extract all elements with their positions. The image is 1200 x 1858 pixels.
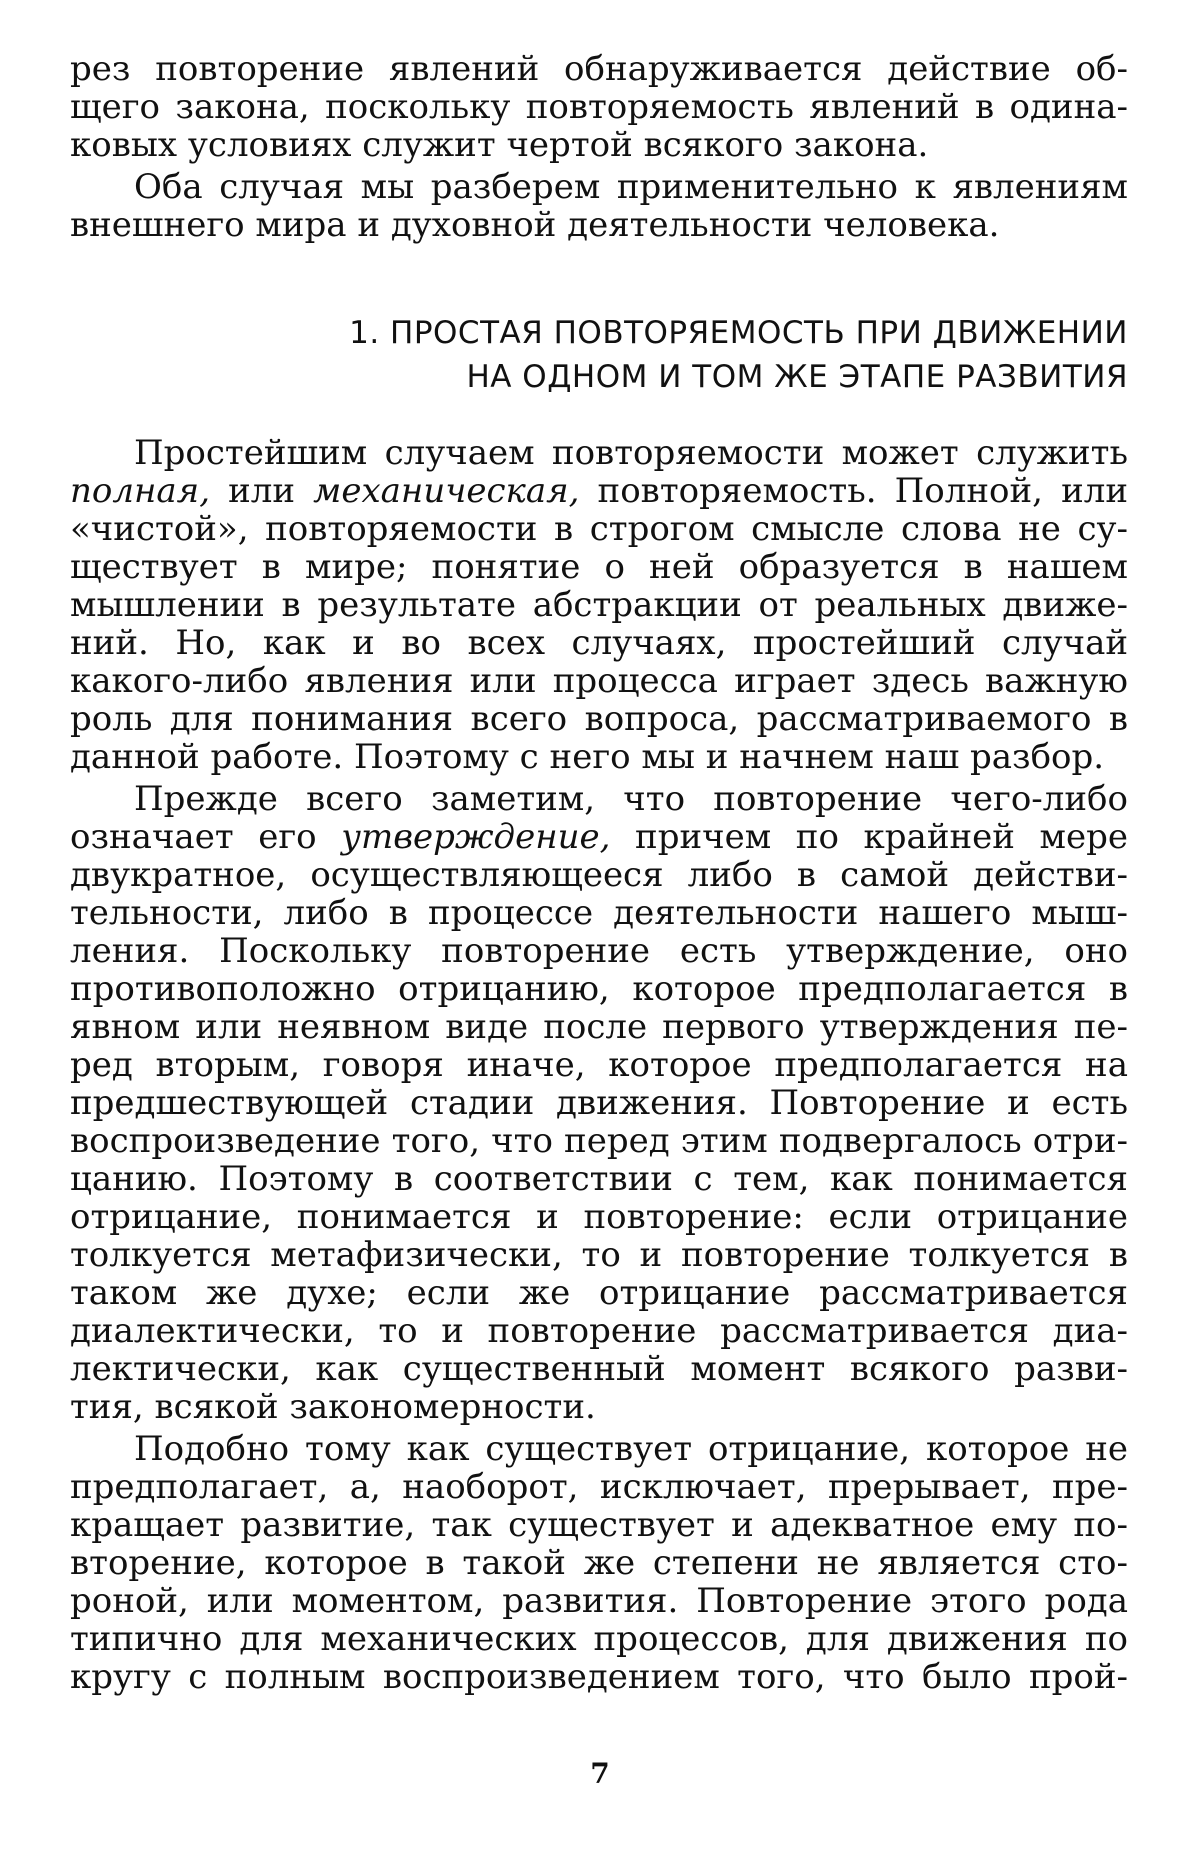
- text-line: ковых условиях служит чертой всякого закона.: [70, 125, 929, 165]
- page-number: 7: [590, 1757, 610, 1790]
- text-line: роль для понимания всего вопроса, рассматриваемого в: [70, 699, 1128, 739]
- text-line: кругу с полным воспроизведением того, что было прой-: [70, 1657, 1128, 1697]
- intro-paragraph-1: [70, 50, 1128, 164]
- document-page: [70, 50, 1128, 1700]
- body-paragraph-1: [70, 434, 1128, 776]
- text-line: какого-либо явления или процесса играет здесь важную: [70, 661, 1128, 701]
- section-heading-line-2: НА ОДНОМ И ТОМ ЖЕ ЭТАПЕ РАЗВИТИЯ: [466, 359, 1128, 395]
- section-heading-line-1: 1. ПРОСТАЯ ПОВТОРЯЕМОСТЬ ПРИ ДВИЖЕНИИ: [349, 315, 1128, 351]
- text-line: [70, 472, 1128, 510]
- text-fragment: повторяемость. Полной, или: [579, 471, 1128, 511]
- text-line: толкуется метафизически, то и повторение толкуется в: [70, 1235, 1128, 1275]
- italic-term: механическая,: [313, 471, 580, 511]
- text-line: ний. Но, как и во всех случаях, простейший случай: [70, 623, 1128, 663]
- text-line: диалектически, то и повторение рассматривается диа-: [70, 1311, 1128, 1351]
- italic-term: утверждение,: [341, 817, 611, 857]
- body-paragraph-3: [70, 1430, 1128, 1696]
- text-line: предшествующей стадии движения. Повторение и есть: [70, 1083, 1128, 1123]
- text-line: «чистой», повторяемости в строгом смысле слова не су-: [70, 509, 1128, 549]
- text-line: таком же духе; если же отрицание рассматривается: [70, 1273, 1128, 1313]
- section-heading: [70, 314, 1128, 396]
- text-line: ществует в мире; понятие о ней образуется в нашем: [70, 547, 1128, 587]
- text-line: явном или неявном виде после первого утверждения пе-: [70, 1007, 1128, 1047]
- text-line: кращает развитие, так существует и адекватное ему по-: [70, 1505, 1128, 1545]
- intro-paragraph-2: [70, 168, 1128, 244]
- text-line: предполагает, а, наоборот, исключает, прерывает, пре-: [70, 1467, 1128, 1507]
- text-line: воспроизведение того, что перед этим подвергалось отри-: [70, 1121, 1128, 1161]
- text-line: рез повторение явлений обнаруживается действие об-: [70, 49, 1128, 89]
- text-line: данной работе. Поэтому с него мы и начнем наш разбор.: [70, 737, 1105, 777]
- text-line: мышлении в результате абстракции от реальных движе-: [70, 585, 1128, 625]
- text-line: [70, 818, 1128, 856]
- text-line: тельности, либо в процессе деятельности нашего мыш-: [70, 893, 1128, 933]
- text-fragment: или: [210, 471, 314, 511]
- text-line: Подобно тому как существует отрицание, которое не: [134, 1429, 1128, 1469]
- text-line: лектически, как существенный момент всякого разви-: [70, 1349, 1128, 1389]
- text-line: роной, или моментом, развития. Повторение этого рода: [70, 1581, 1128, 1621]
- text-line: отрицание, понимается и повторение: если отрицание: [70, 1197, 1128, 1237]
- text-line: противоположно отрицанию, которое предполагается в: [70, 969, 1128, 1009]
- text-line: ред вторым, говоря иначе, которое предполагается на: [70, 1045, 1128, 1085]
- text-line: щего закона, поскольку повторяемость явлений в одина-: [70, 87, 1128, 127]
- text-line: цанию. Поэтому в соответствии с тем, как понимается: [70, 1159, 1128, 1199]
- italic-term: полная,: [70, 471, 211, 511]
- text-line: типично для механических процессов, для движения по: [70, 1619, 1128, 1659]
- body-paragraph-2: [70, 780, 1128, 1426]
- text-fragment: причем по крайней мере: [610, 817, 1128, 857]
- text-line: тия, всякой закономерности.: [70, 1387, 596, 1427]
- text-line: внешнего мира и духовной деятельности человека.: [70, 205, 1000, 245]
- text-line: ления. Поскольку повторение есть утверждение, оно: [70, 931, 1128, 971]
- text-line: Простейшим случаем повторяемости может служить: [134, 433, 1128, 473]
- text-line: вторение, которое в такой же степени не является сто-: [70, 1543, 1128, 1583]
- text-line: Прежде всего заметим, что повторение чего-либо: [134, 779, 1128, 819]
- text-line: Оба случая мы разберем применительно к явлениям: [134, 167, 1128, 207]
- text-fragment: означает его: [70, 817, 342, 857]
- text-line: двукратное, осуществляющееся либо в самой действи-: [70, 855, 1128, 895]
